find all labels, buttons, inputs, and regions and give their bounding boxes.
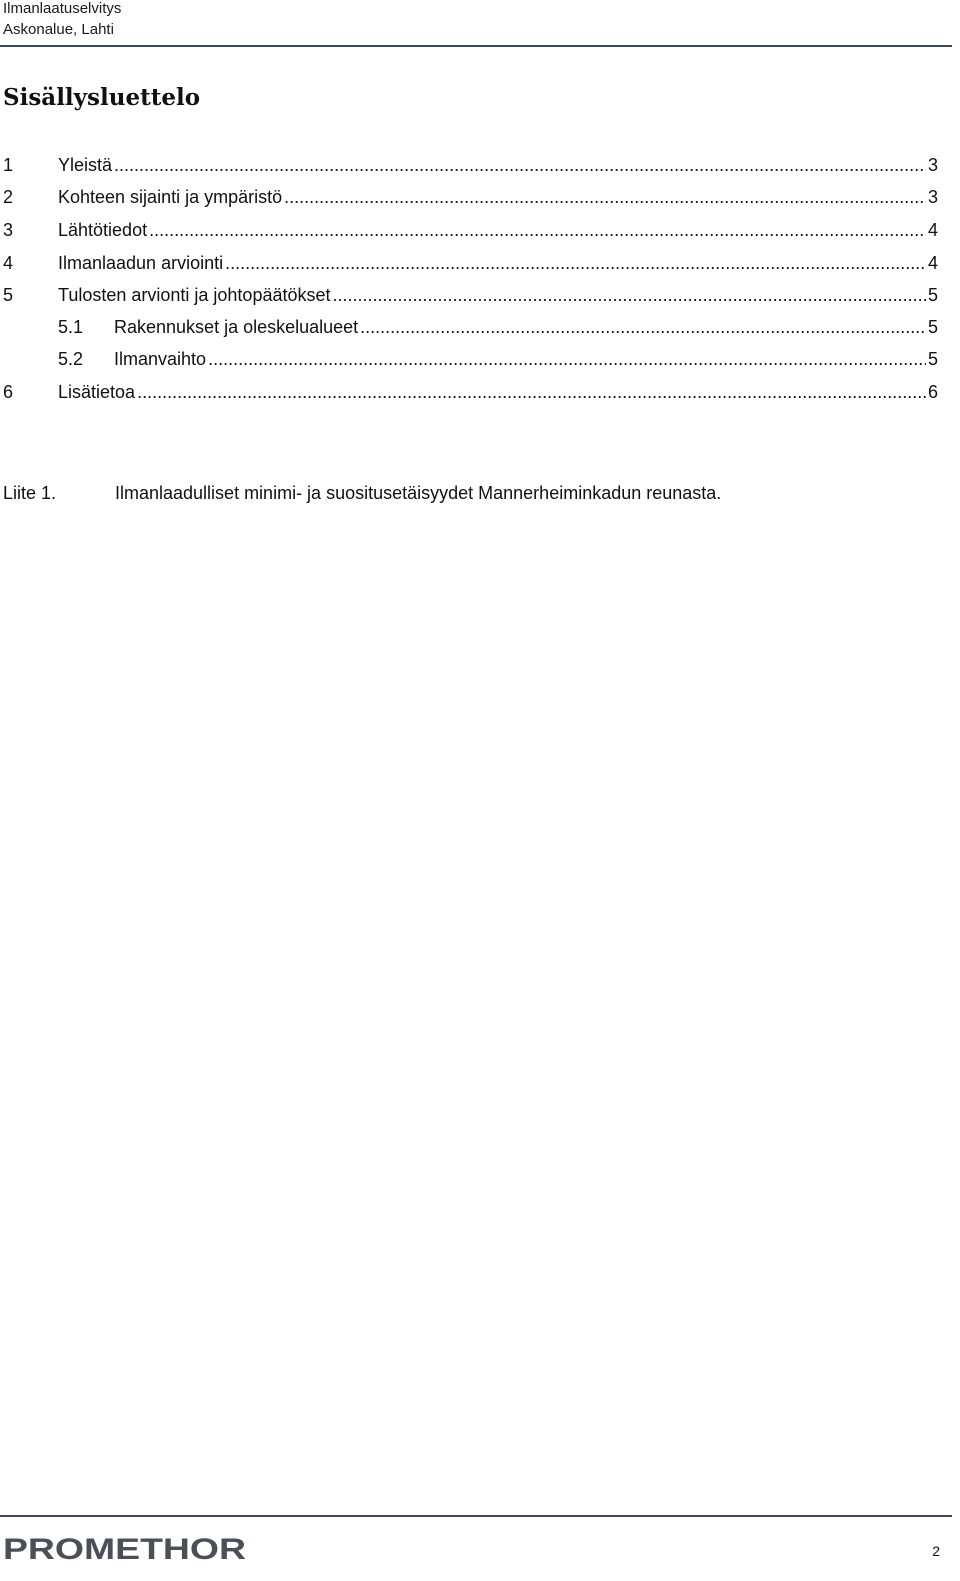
toc-entry-text: Lisätietoa	[58, 382, 136, 402]
toc-entry-number: 1	[3, 155, 14, 175]
toc-entry-number: 5.1	[58, 317, 84, 337]
toc-entry-page: 5	[927, 285, 938, 305]
toc-entry-number: 6	[3, 382, 14, 402]
toc-entry-page: 4	[927, 253, 938, 273]
toc-entry-number: 5.2	[58, 349, 84, 369]
appendix-description: Ilmanlaadulliset minimi- ja suositusetäisyydet Mannerheiminkadun reunasta.	[115, 483, 722, 503]
page-header	[0, 0, 960, 47]
page-number: 2	[932, 1543, 940, 1559]
toc-entry-5-2[interactable]	[58, 347, 938, 371]
toc-entry-page: 6	[927, 382, 938, 402]
toc-leader-dots	[114, 153, 926, 177]
toc-leader-dots	[360, 315, 926, 339]
toc-entry-5-1[interactable]	[58, 315, 938, 339]
toc-entry-4[interactable]	[3, 251, 938, 275]
toc-entry-text: Ilmanvaihto	[114, 349, 207, 369]
toc-entry-text: Lähtötiedot	[58, 220, 148, 240]
toc-leader-dots	[208, 347, 926, 371]
toc-heading: Sisällysluettelo	[3, 84, 201, 111]
promethor-logo	[3, 1533, 253, 1563]
toc-entry-number: 2	[3, 187, 14, 207]
toc-entry-5[interactable]	[3, 283, 938, 307]
footer-divider	[0, 1515, 952, 1517]
document-subtitle: Askonalue, Lahti	[3, 21, 114, 38]
toc-leader-dots	[333, 283, 926, 307]
toc-entry-page: 4	[927, 220, 938, 240]
toc-entry-text: Ilmanlaadun arviointi	[58, 253, 224, 273]
toc-entry-page: 5	[927, 317, 938, 337]
toc-entry-page: 3	[927, 155, 938, 175]
toc-entry-page: 5	[927, 349, 938, 369]
toc-leader-dots	[149, 218, 926, 242]
toc-entry-6[interactable]	[3, 380, 938, 404]
document-title: Ilmanlaatuselvitys	[3, 0, 122, 17]
toc-entry-page: 3	[927, 187, 938, 207]
toc-leader-dots	[284, 185, 926, 209]
toc-entry-3[interactable]	[3, 218, 938, 242]
toc-entry-number: 4	[3, 253, 14, 273]
toc-entry-text: Kohteen sijainti ja ympäristö	[58, 187, 283, 207]
toc-entry-text: Rakennukset ja oleskelualueet	[114, 317, 359, 337]
toc-entry-number: 5	[3, 285, 14, 305]
appendix-label: Liite 1.	[3, 483, 57, 503]
toc-entry-number: 3	[3, 220, 14, 240]
toc-entry-text: Yleistä	[58, 155, 113, 175]
toc-leader-dots	[137, 380, 926, 404]
header-divider	[0, 45, 952, 47]
toc-entry-1[interactable]	[3, 153, 938, 177]
toc-entry-2[interactable]	[3, 185, 938, 209]
toc-entry-text: Tulosten arvionti ja johtopäätökset	[58, 285, 331, 305]
logo-wordmark: PROMETHOR	[3, 1533, 247, 1563]
toc-leader-dots	[225, 251, 926, 275]
